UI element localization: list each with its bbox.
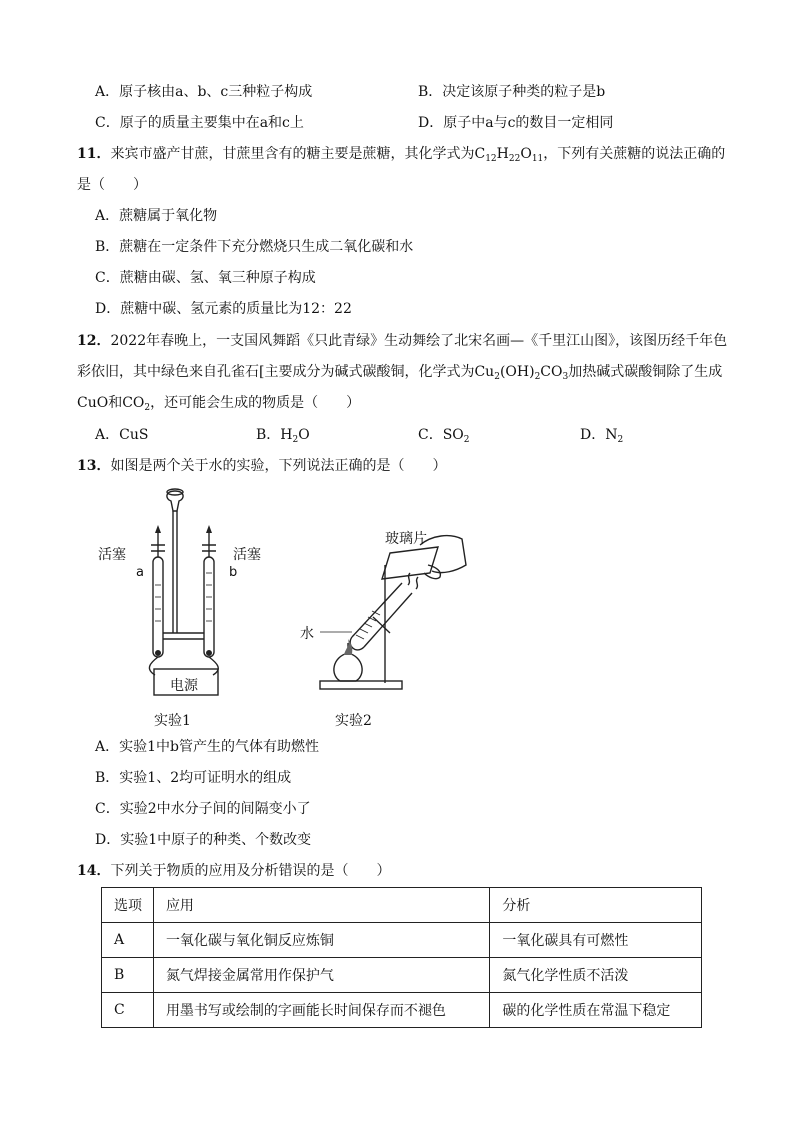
stopcock-right-label: 活塞 — [233, 547, 261, 563]
q11-sub-o: 11 — [531, 154, 544, 164]
q13-stem — [77, 456, 446, 476]
q13-number: 13． — [77, 458, 111, 474]
q10-option-d: D．原子中a与c的数目一定相同 — [418, 115, 614, 131]
row-c-application: 用墨书写或绘制的字画能长时间保存而不褪色 — [153, 993, 489, 1028]
q12-stem-line2 — [77, 362, 722, 382]
q12-l2-d: 加热碱式碳酸铜除了生成 — [568, 364, 723, 380]
q12-l3-a: CuO和CO — [77, 395, 145, 411]
q12-l3-s1: 2 — [144, 403, 151, 413]
q14-stem-text: 下列关于物质的应用及分析错误的是（ ） — [110, 863, 391, 879]
electrolysis-apparatus-figure — [95, 485, 255, 700]
q12-l3-b: ，还可能会生成的物质是（ ） — [150, 395, 361, 411]
q13-option-d: D．实验1中原子的种类、个数改变 — [95, 832, 312, 848]
q12-optd-sub: 2 — [617, 435, 624, 445]
q11-number: 11． — [77, 146, 111, 162]
table-row — [102, 958, 702, 993]
q11-sub-c: 12 — [485, 154, 497, 164]
glass-plate-label: 玻璃片 — [385, 531, 427, 547]
q13-stem-text: 如图是两个关于水的实验，下列说法正确的是（ ） — [110, 458, 447, 474]
row-b-analysis: 氮气化学性质不活泼 — [490, 958, 702, 993]
tube-b-label: b — [229, 565, 238, 580]
q10-option-c: C．原子的质量主要集中在a和c上 — [95, 115, 304, 131]
q12-l2-s1: 2 — [494, 372, 500, 382]
tube-a-label: a — [136, 565, 144, 580]
q12-l2-s2: 2 — [534, 372, 541, 382]
q12-optc-a: C．SO — [418, 427, 464, 443]
q11-sub-h: 22 — [508, 154, 521, 164]
table-row — [102, 993, 702, 1028]
q11-stem-tail: ，下列有关蔗糖的说法正确的 — [543, 146, 726, 162]
row-a-application: 一氧化碳与氧化铜反应炼铜 — [153, 923, 489, 958]
table-row — [102, 923, 702, 958]
boiling-water-figure — [300, 525, 470, 700]
row-a-option: A — [102, 923, 154, 958]
q11-stem — [77, 144, 725, 164]
q13-option-c: C．实验2中水分子间的间隔变小了 — [95, 801, 311, 817]
q14-number: 14． — [77, 863, 111, 879]
q12-optb-a: B．H — [256, 427, 293, 443]
q12-optd-a: D．N — [580, 427, 618, 443]
power-supply-label: 电源 — [170, 678, 198, 694]
q13-option-a: A．实验1中b管产生的气体有助燃性 — [95, 739, 319, 755]
water-label: 水 — [300, 626, 314, 642]
q12-l2-s3: 3 — [562, 372, 569, 382]
row-c-option: C — [102, 993, 154, 1028]
row-b-option: B — [102, 958, 154, 993]
q12-optb-b: O — [298, 427, 310, 443]
q11-option-d: D．蔗糖中碳、氢元素的质量比为12：22 — [95, 301, 352, 317]
q11-formula-h: H — [496, 146, 509, 162]
q12-stem-text: 2022年春晚上，一支国风舞蹈《只此青绿》生动舞绘了北宋名画—《千里江山图》，该图历经千年色 — [110, 333, 728, 349]
row-a-analysis: 一氧化碳具有可燃性 — [490, 923, 702, 958]
q12-option-a: A．CuS — [95, 427, 149, 443]
header-option: 选项 — [102, 888, 154, 923]
row-b-application: 氮气焊接金属常用作保护气 — [153, 958, 489, 993]
q12-optb-sub: 2 — [292, 435, 299, 445]
q12-stem-line1 — [77, 331, 727, 351]
q12-stem-line3 — [77, 393, 360, 413]
q12-l2-c: CO — [540, 364, 563, 380]
figure1-caption: 实验1 — [154, 713, 191, 729]
q10-option-a: A．原子核由a、b、c三种粒子构成 — [95, 84, 313, 100]
q12-option-b — [256, 425, 310, 445]
q11-stem-text: 来宾市盛产甘蔗，甘蔗里含有的糖主要是蔗糖，其化学式为C — [110, 146, 486, 162]
q11-option-b: B．蔗糖在一定条件下充分燃烧只生成二氧化碳和水 — [95, 239, 414, 255]
q12-number: 12． — [77, 333, 111, 349]
table-header-row — [102, 888, 702, 923]
header-analysis: 分析 — [490, 888, 702, 923]
q12-option-d — [580, 425, 623, 445]
header-application: 应用 — [153, 888, 489, 923]
q10-option-b: B．决定该原子种类的粒子是b — [418, 84, 606, 100]
q12-option-c — [418, 425, 470, 445]
row-c-analysis: 碳的化学性质在常温下稳定 — [490, 993, 702, 1028]
q14-table — [101, 887, 702, 1028]
q12-l2-a: 彩依旧，其中绿色来自孔雀石[主要成分为碱式碳酸铜，化学式为Cu — [77, 364, 495, 380]
q14-stem — [77, 861, 390, 881]
q11-stem-line2: 是（ ） — [77, 177, 147, 193]
figure2-caption: 实验2 — [335, 713, 372, 729]
q12-l2-b: (OH) — [499, 364, 535, 380]
q11-option-a: A．蔗糖属于氧化物 — [95, 208, 218, 224]
q13-option-b: B．实验1、2均可证明水的组成 — [95, 770, 292, 786]
q11-option-c: C．蔗糖由碳、氢、氧三种原子构成 — [95, 270, 316, 286]
q12-optc-sub: 2 — [463, 435, 470, 445]
stopcock-left-label: 活塞 — [98, 547, 126, 563]
q11-formula-o: O — [520, 146, 532, 162]
